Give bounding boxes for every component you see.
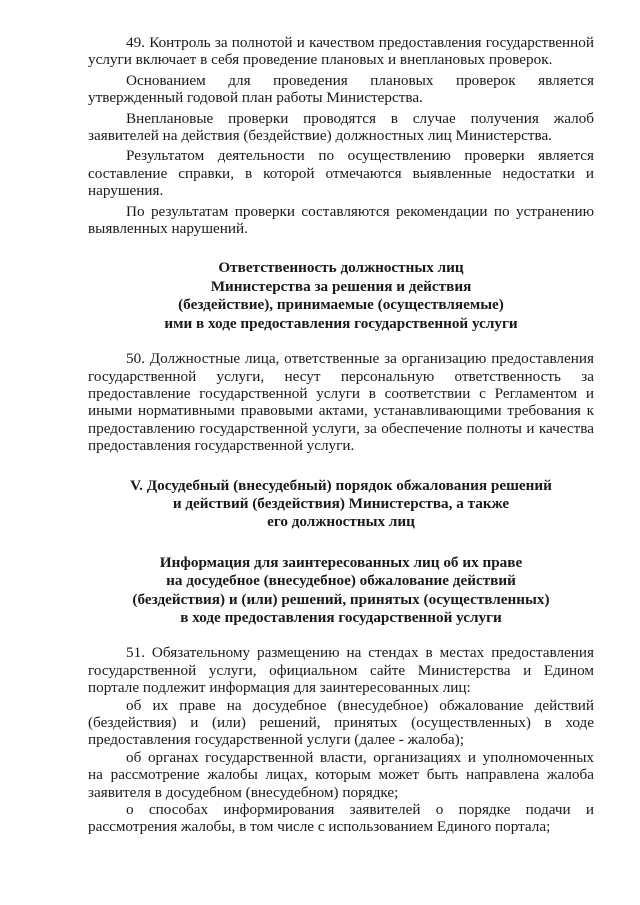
heading-line: V. Досудебный (внесудебный) порядок обжалования решений (130, 476, 552, 494)
list-item-right-to-appeal: об их праве на досудебное (внесудебное) обжалование действий (бездействия) и (или) решений, принятых (осуществленных) в ходе предоставления государственной услуги (далее - жалоба); (88, 696, 594, 749)
heading-line: ими в ходе предоставления государственной услуги (164, 314, 518, 332)
heading-line: на досудебное (внесудебное) обжалование действий (166, 572, 516, 590)
document-page (88, 34, 594, 836)
paragraph-unplanned-inspections: Внеплановые проверки проводятся в случае получения жалоб заявителей на действия (бездействие) должностных лиц Министерства. (88, 109, 594, 145)
list-item-authorities: об органах государственной власти, организациях и уполномоченных на рассмотрение жалобы лицах, которым может быть направлена жалоба заявителя в досудебном (внесудебном) порядке; (88, 748, 594, 801)
heading-line: в ходе предоставления государственной услуги (180, 608, 502, 626)
heading-line: Министерства за решения и действия (210, 277, 472, 295)
heading-responsibility (88, 259, 594, 333)
heading-line: Информация для заинтересованных лиц об их праве (159, 553, 523, 571)
heading-line: (бездействие), принимаемые (осуществляемые) (178, 296, 504, 314)
paragraph-51-mandatory-information: 51. Обязательному размещению на стендах в местах предоставления государственной услуги, официальном сайте Министерства и Едином портале подлежит информация для заинтересованных лиц: (88, 644, 594, 697)
paragraph-inspection-result: Результатом деятельности по осуществлению проверки является составление справки, в которой отмечаются выявленные недостатки и нарушения. (88, 147, 594, 200)
paragraph-49-control: 49. Контроль за полнотой и качеством предоставления государственной услуги включает в себя проведение плановых и внеплановых проверок. (88, 34, 594, 69)
heading-information-for-applicants (88, 554, 594, 628)
heading-line: Ответственность должностных лиц (218, 259, 464, 277)
heading-chapter-5 (88, 477, 594, 532)
paragraph-planned-inspections-basis: Основанием для проведения плановых проверок является утвержденный годовой план работы Министерства. (88, 71, 594, 107)
paragraph-inspection-recommendations: По результатам проверки составляются рекомендации по устранению выявленных нарушений. (88, 202, 594, 238)
heading-line: его должностных лиц (267, 513, 415, 531)
heading-line: и действий (бездействия) Министерства, а также (172, 494, 510, 512)
paragraph-50-officials-responsibility: 50. Должностные лица, ответственные за организацию предоставления государственной услуги, несут персональную ответственность за предоставление государственной услуги в соответствии с Регламентом и иными нормативными правовыми актами, устанавливающими требования к предоставлению государственной услуги, за обеспечение полноты и качества предоставления государственной услуги. (88, 350, 594, 455)
list-item-notification-methods: о способах информирования заявителей о порядке подачи и рассмотрения жалобы, в том числе с использованием Единого портала; (88, 801, 594, 836)
heading-line: (бездействия) и (или) решений, принятых (осуществленных) (132, 590, 550, 608)
